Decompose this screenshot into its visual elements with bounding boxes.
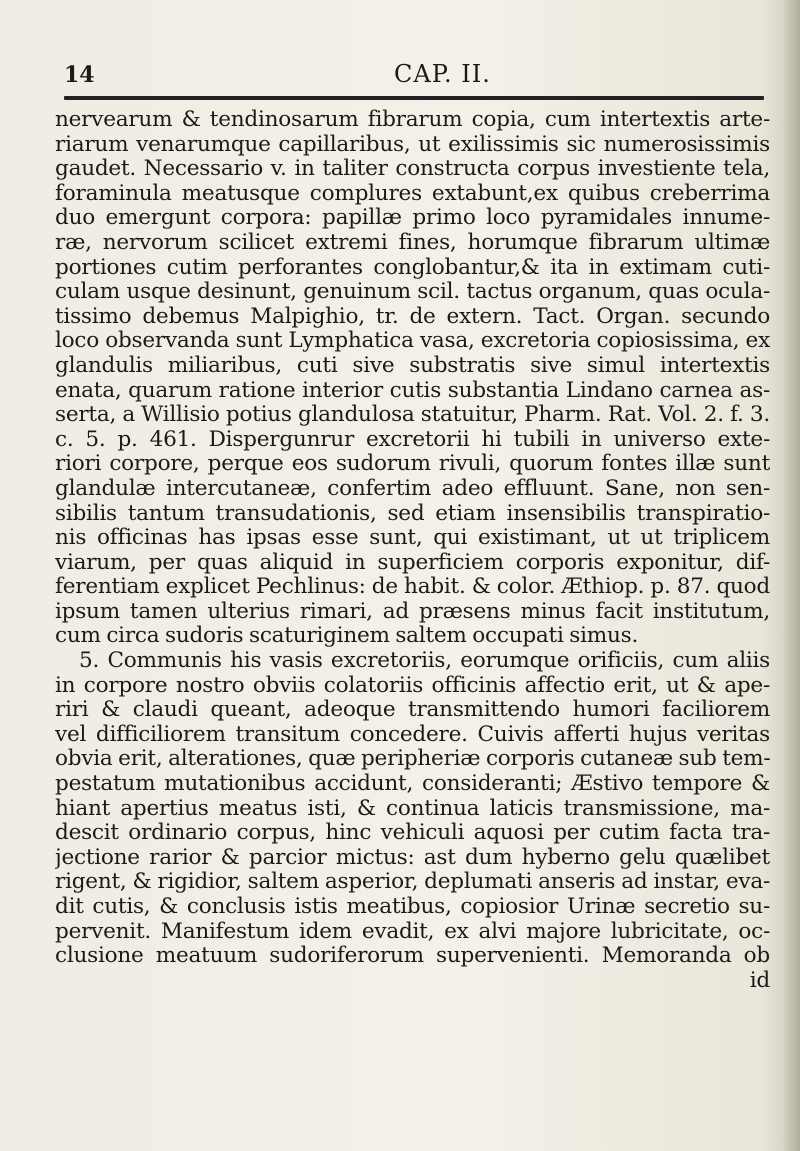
text-line: cum circa sudoris scaturiginem saltem occupati simus. [55, 624, 639, 649]
text-line: nervearum & tendinosarum fibrarum copia, cum intertextis arte- [55, 108, 770, 132]
text-line: nis officinas has ipsas esse sunt, qui existimant, ut ut triplicem [55, 526, 770, 551]
text-line: pestatum mutationibus accidunt, consideranti; Æstivo tempore & [55, 772, 770, 797]
text-line: riri & claudi queant, adeoque transmittendo humori faciliorem [55, 698, 770, 723]
text-line: gaudet. Necessario v. in taliter constructa corpus investiente tela, [55, 157, 770, 182]
text-line: culam usque desinunt, genuinum scil. tactus organum, quas ocula- [55, 280, 770, 305]
text-line: foraminula meatusque complures extabunt,ex quibus creberrima [55, 181, 770, 206]
text-line: glandulis miliaribus, cuti sive substratis sive simul intertextis [55, 353, 770, 378]
text-line: pervenit. Manifestum idem evadit, ex alvi majore lubricitate, oc- [55, 919, 770, 944]
catchword: id [749, 968, 770, 993]
text-line: serta, a Willisio potius glandulosa statuitur, Pharm. Rat. Vol. 2. f. 3. [55, 403, 770, 428]
text-line: jectione rarior & parcior mictus: ast dum hyberno gelu quælibet [55, 845, 770, 870]
page-edge-shadow [782, 0, 800, 1151]
text-line: descit ordinario corpus, hinc vehiculi aquosi per cutim facta tra- [55, 821, 770, 846]
text-line: riori corpore, perque eos sudorum rivuli, quorum fontes illæ sunt [55, 452, 770, 477]
text-line: in corpore nostro obviis colatoriis officinis affectio erit, ut & ape- [55, 673, 770, 698]
text-line: vel difficiliorem transitum concedere. Cuivis afferti hujus veritas [55, 722, 770, 747]
text-line: viarum, per quas aliquid in superficiem corporis exponitur, dif- [55, 550, 770, 575]
text-line: portiones cutim perforantes conglobantur,& ita in extimam cuti- [55, 255, 770, 280]
page-header [64, 58, 764, 98]
text-line: glandulæ intercutaneæ, confertim adeo effluunt. Sane, non sen- [55, 476, 770, 501]
text-line: ferentiam explicet Pechlinus: de habit. & color. Æthiop. p. 87. quod [55, 575, 770, 600]
text-line: c. 5. p. 461. Dispergunrur excretorii hi tubili in universo exte- [55, 427, 770, 452]
text-line: ræ, nervorum scilicet extremi fines, horumque fibrarum ultimæ [55, 230, 770, 255]
text-line: rigent, & rigidior, saltem asperior, deplumati anseris ad instar, eva- [55, 870, 770, 895]
page-number: 14 [64, 62, 95, 88]
text-line: loco observanda sunt Lymphatica vasa, excretoria copiosissima, ex [55, 329, 770, 354]
text-line: dit cutis, & conclusis istis meatibus, copiosior Urinæ secretio su- [55, 895, 770, 919]
text-line: riarum venarumque capillaribus, ut exilissimis sic numerosissimis [55, 132, 770, 157]
text-line: clusione meatuum sudoriferorum supervenienti. Memoranda ob [55, 944, 770, 969]
text-line: duo emergunt corpora: papillæ primo loco pyramidales innume- [55, 206, 770, 231]
body-text [55, 108, 770, 993]
text-line: obvia erit, alterationes, quæ peripheriæ corporis cutaneæ sub tem- [55, 747, 770, 772]
text-line: sibilis tantum transudationis, sed etiam insensibilis transpiratio- [55, 501, 770, 526]
text-line: 5. Communis his vasis excretoriis, eorumque orificiis, cum aliis [79, 649, 770, 674]
text-line: ipsum tamen ulterius rimari, ad præsens minus facit institutum, [55, 599, 770, 624]
text-line: enata, quarum ratione interior cutis substantia Lindano carnea as- [55, 378, 770, 403]
text-line: hiant apertius meatus isti, & continua laticis transmissione, ma- [55, 796, 770, 821]
header-rule [64, 96, 764, 100]
text-line: tissimo debemus Malpighio, tr. de extern. Tact. Organ. secundo [55, 304, 770, 329]
running-head: CAP. II. [394, 60, 491, 88]
